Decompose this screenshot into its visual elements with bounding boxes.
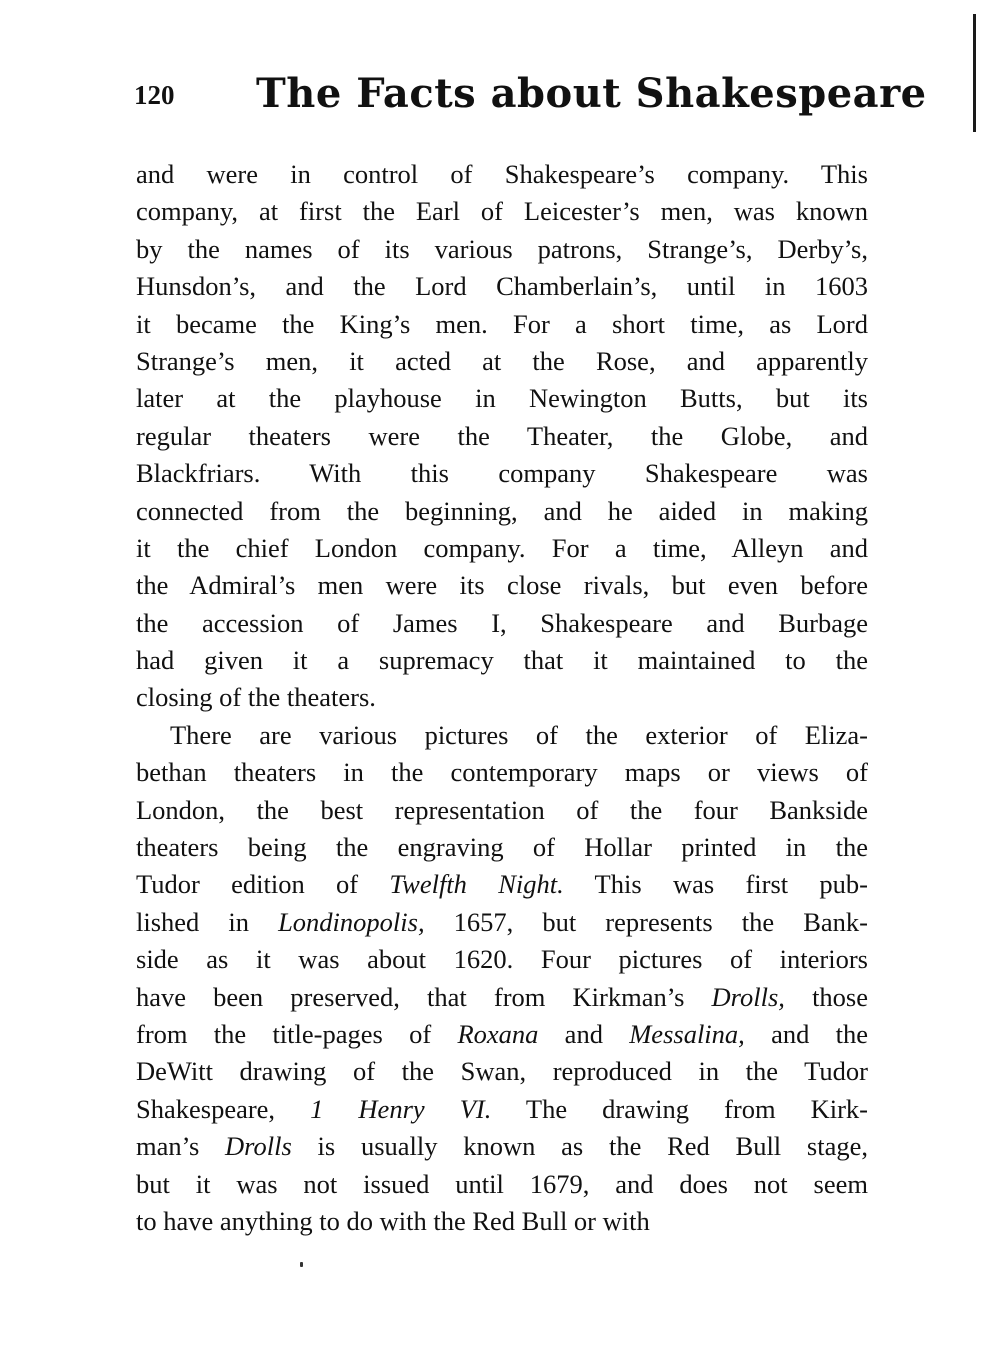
text-segment: regular theaters were the Theater, the Globe, and xyxy=(136,420,868,451)
text-segment: Tudor edition of xyxy=(136,869,390,900)
text-segment: theaters being the engraving of Hollar printed in the xyxy=(136,832,868,863)
italic-title: Drolls xyxy=(225,1131,292,1162)
text-segment: closing of the theaters. xyxy=(136,682,376,713)
text-line xyxy=(136,1091,868,1128)
text-line xyxy=(136,1203,868,1240)
text-line xyxy=(136,343,868,380)
text-segment: company, at first the Earl of Leicester’s men, was known xyxy=(136,196,868,227)
text-line xyxy=(136,306,868,343)
text-line xyxy=(136,380,868,417)
italic-title: Drolls, xyxy=(711,981,785,1012)
text-line xyxy=(136,717,868,754)
text-segment: London, the best representation of the four Bankside xyxy=(136,794,868,825)
text-segment: 1657, but represents the Bank- xyxy=(424,906,868,937)
text-line xyxy=(136,904,868,941)
text-segment: the Admiral’s men were its close rivals, but even before xyxy=(136,570,868,601)
text-segment: lished in xyxy=(136,906,279,937)
text-line xyxy=(136,268,868,305)
body-text xyxy=(136,156,868,1240)
text-segment: There are various pictures of the exterior of Eliza- xyxy=(170,719,868,750)
text-line xyxy=(136,1128,868,1165)
text-segment: Shakespeare, xyxy=(136,1093,311,1124)
text-segment: and were in control of Shakespeare’s company. This xyxy=(136,159,868,189)
text-line xyxy=(136,829,868,866)
text-line xyxy=(136,1053,868,1090)
text-segment: Hunsdon’s, and the Lord Chamberlain’s, until in 1603 xyxy=(136,271,868,302)
text-line xyxy=(136,754,868,791)
text-line xyxy=(136,418,868,455)
text-segment: the accession of James I, Shakespeare and Burbage xyxy=(136,607,868,638)
text-line xyxy=(136,455,868,492)
text-segment: Blackfriars. With this company Shakespeare was xyxy=(136,458,868,489)
text-segment: by the names of its various patrons, Strange’s, Derby’s, xyxy=(136,233,868,264)
text-segment: those xyxy=(784,981,868,1012)
page-header xyxy=(134,66,927,126)
italic-title: Roxana xyxy=(457,1018,539,1049)
text-segment: and xyxy=(538,1018,630,1049)
page-number: 120 xyxy=(134,80,175,110)
text-line xyxy=(136,156,868,193)
text-line xyxy=(136,530,868,567)
text-segment: from the title-pages of xyxy=(136,1018,458,1049)
italic-title: 1 Henry VI. xyxy=(310,1093,492,1124)
text-segment: The drawing from Kirk- xyxy=(491,1093,869,1124)
text-line xyxy=(136,193,868,230)
text-segment: it the chief London company. For a time, Alleyn and xyxy=(136,532,868,563)
text-line xyxy=(136,866,868,903)
text-segment: it became the King’s men. For a short time, as Lord xyxy=(136,308,868,339)
text-line xyxy=(136,679,868,716)
text-segment: This was first pub- xyxy=(563,869,868,900)
text-segment: had given it a supremacy that it maintained to the xyxy=(136,645,868,676)
text-segment: later at the playhouse in Newington Butts, but its xyxy=(136,383,868,414)
stray-ink-mark xyxy=(300,1262,303,1267)
text-segment: have been preserved, that from Kirkman’s xyxy=(136,981,712,1012)
text-line xyxy=(136,567,868,604)
text-segment: Strange’s men, it acted at the Rose, and apparently xyxy=(136,345,868,376)
italic-title: Messalina, xyxy=(629,1018,745,1049)
italic-title: Londinopolis, xyxy=(278,906,425,937)
text-line xyxy=(136,231,868,268)
italic-title: Twelfth Night. xyxy=(389,869,564,900)
text-segment: DeWitt drawing of the Swan, reproduced in the Tudor xyxy=(136,1056,868,1087)
text-line xyxy=(136,493,868,530)
text-line xyxy=(136,792,868,829)
text-line xyxy=(136,979,868,1016)
text-line xyxy=(136,1016,868,1053)
paragraph xyxy=(136,717,868,1240)
text-line xyxy=(136,1166,868,1203)
text-line xyxy=(136,941,868,978)
text-segment: but it was not issued until 1679, and does not seem xyxy=(136,1168,868,1199)
text-segment: man’s xyxy=(136,1131,226,1162)
text-line xyxy=(136,642,868,679)
text-segment: to have anything to do with the Red Bull or with xyxy=(136,1205,650,1236)
text-line xyxy=(136,605,868,642)
text-segment: bethan theaters in the contemporary maps or views of xyxy=(136,757,868,788)
paragraph xyxy=(136,156,868,717)
page-edge-rule xyxy=(973,14,976,132)
text-segment: connected from the beginning, and he aided in making xyxy=(136,495,868,526)
running-title: The Facts about Shakespeare xyxy=(256,70,927,117)
text-segment: is usually known as the Red Bull stage, xyxy=(291,1131,868,1162)
text-segment: side as it was about 1620. Four pictures of interiors xyxy=(136,944,868,975)
text-segment: and the xyxy=(744,1018,868,1049)
